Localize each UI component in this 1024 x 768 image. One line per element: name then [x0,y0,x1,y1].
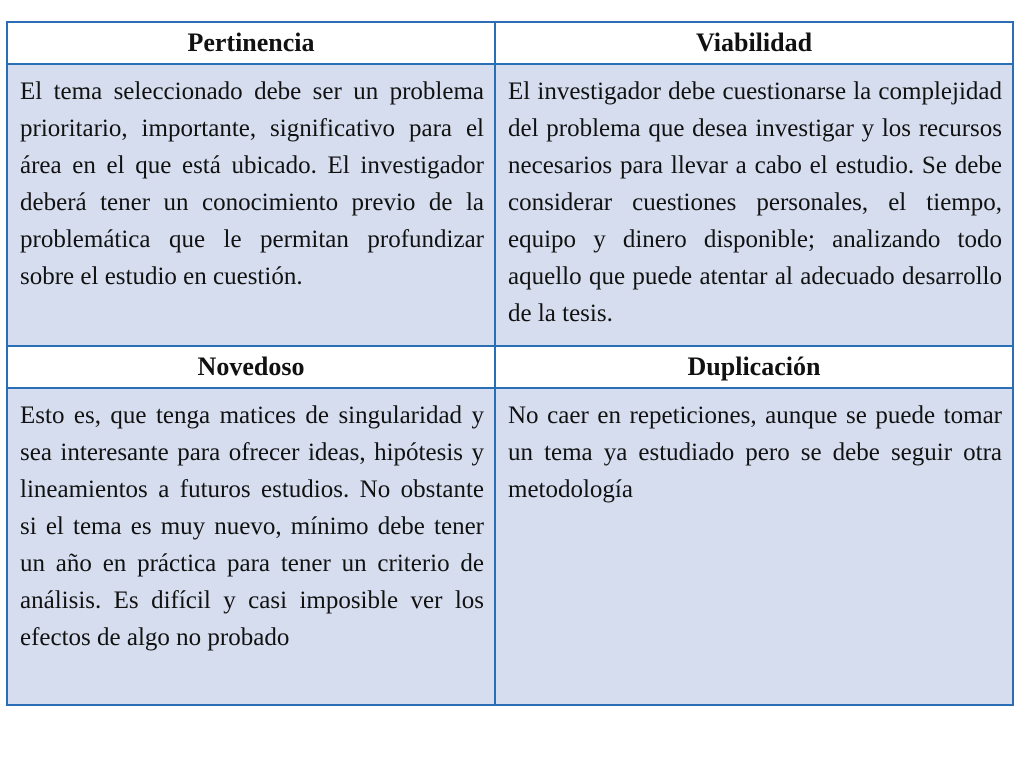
header-row-bottom [7,346,1013,388]
text-duplicacion: No caer en repeticiones, aunque se puede tomar un tema ya estudiado pero se debe seguir otra metodología [508,402,1002,503]
cell-duplicacion [495,388,1013,705]
text-novedoso: Esto es, que tenga matices de singularidad y sea interesante para ofrecer ideas, hipótesis y lineamientos a futuros estudios. No obstante si el tema es muy nuevo, mínimo debe tener un año en práctica para tener un criterio de análisis. Es difícil y casi imposible ver los efectos de algo no probado [20,402,484,651]
text-pertinencia: El tema seleccionado debe ser un problema prioritario, importante, significativo para el área en el que está ubicado. El investigador deberá tener un conocimiento previo de la problemática que le permitan profundizar sobre el estudio en cuestión. [20,78,484,290]
cell-pertinencia [7,64,495,346]
header-viabilidad: Viabilidad [495,22,1013,64]
criteria-table [6,21,1014,706]
content-row-bottom [7,388,1013,705]
header-row-top [7,22,1013,64]
cell-viabilidad [495,64,1013,346]
header-pertinencia: Pertinencia [7,22,495,64]
text-viabilidad: El investigador debe cuestionarse la complejidad del problema que desea investigar y los recursos necesarios para llevar a cabo el estudio. Se debe considerar cuestiones personales, el tiempo, equipo y dinero disponible; analizando todo aquello que puede atentar al adecuado desarrollo de la tesis. [508,78,1002,327]
cell-novedoso [7,388,495,705]
header-duplicacion: Duplicación [495,346,1013,388]
content-row-top [7,64,1013,346]
header-novedoso: Novedoso [7,346,495,388]
